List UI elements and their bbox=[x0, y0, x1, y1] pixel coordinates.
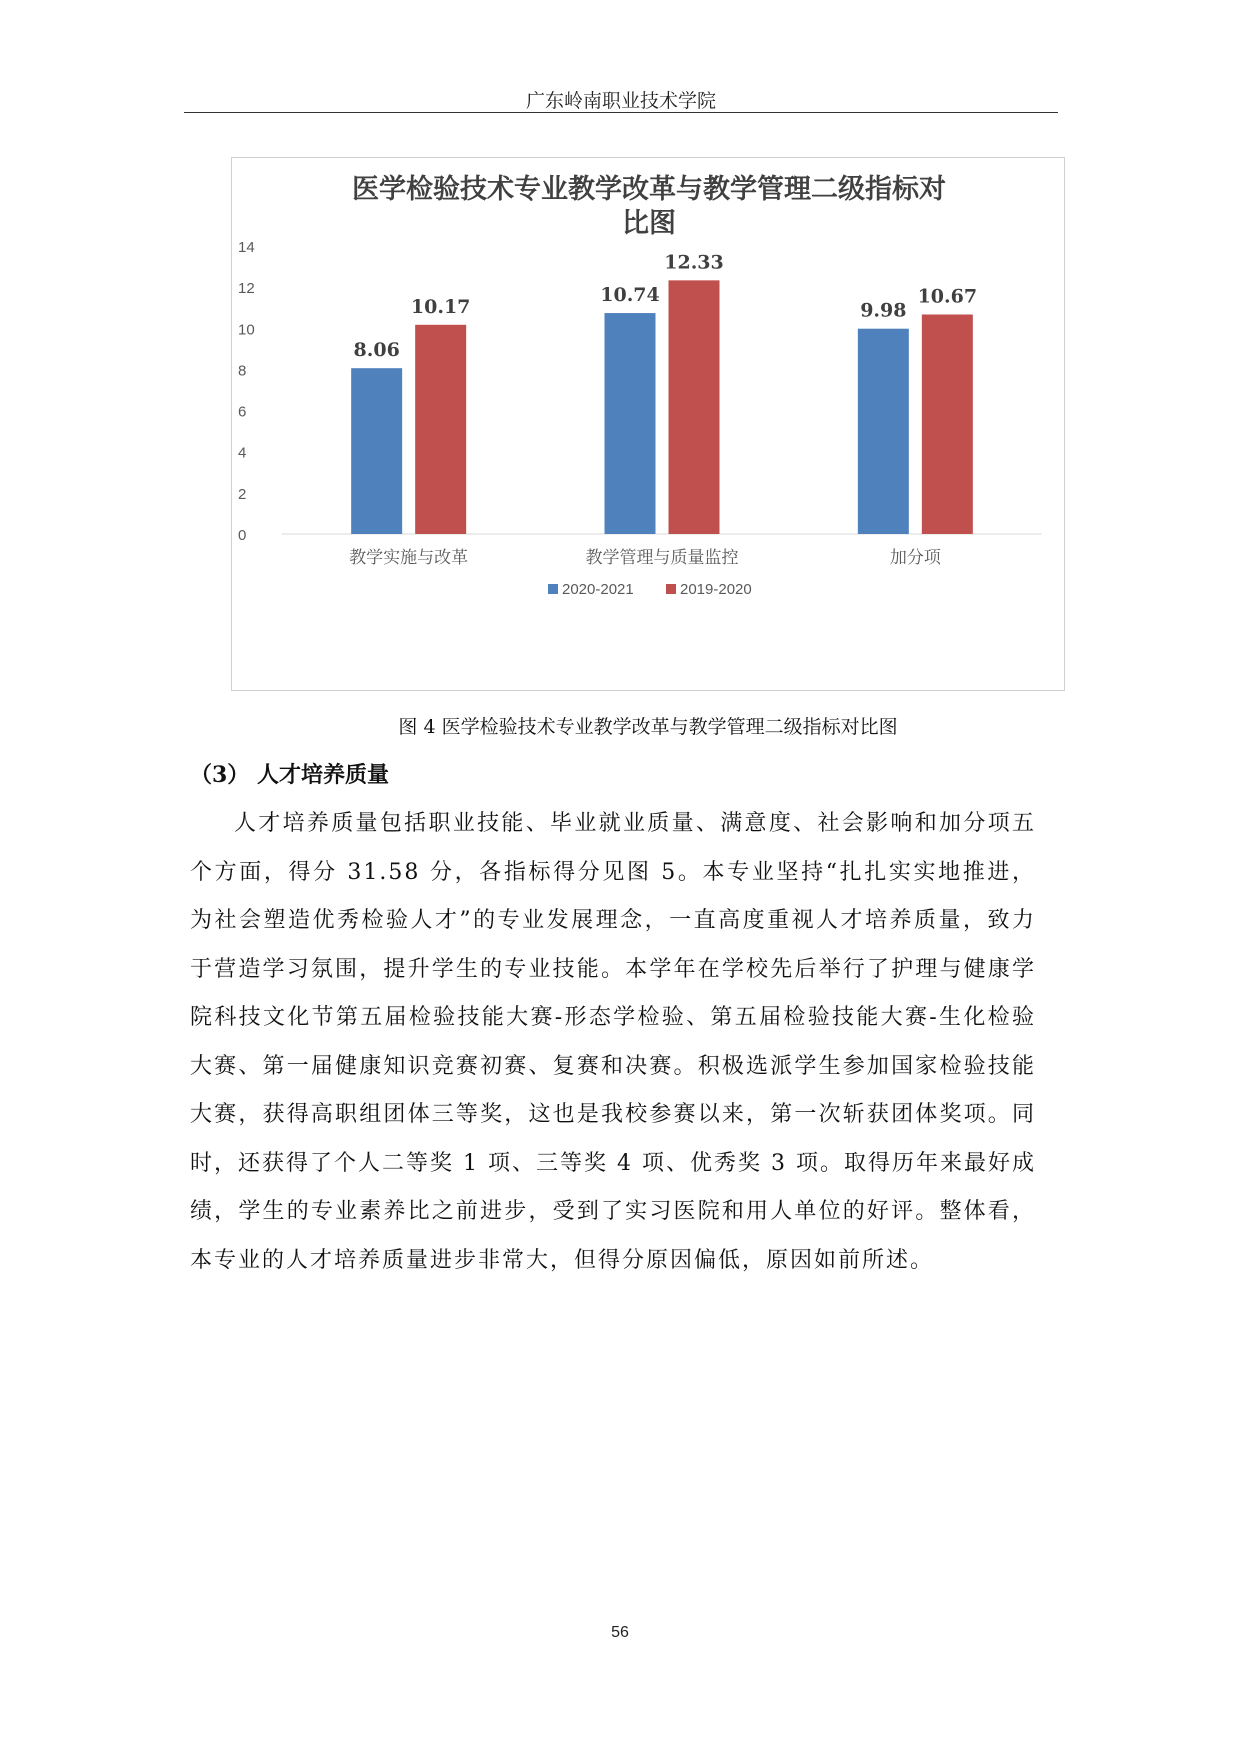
bar-chart bbox=[232, 158, 1066, 692]
data-label: 10.17 bbox=[410, 295, 471, 318]
chart-bar bbox=[605, 313, 656, 534]
y-tick-label: 6 bbox=[238, 403, 247, 421]
legend-entry: 2019-2020 bbox=[680, 581, 752, 598]
chart-bar bbox=[922, 315, 973, 534]
data-label: 12.33 bbox=[664, 251, 724, 274]
page-header: 广东岭南职业技术学院 bbox=[525, 90, 716, 112]
legend-swatch bbox=[666, 584, 676, 594]
chart-bar bbox=[858, 329, 909, 534]
chart-title-line: 医学检验技术专业教学改革与教学管理二级指标对 bbox=[352, 174, 946, 205]
data-label: 10.67 bbox=[917, 285, 978, 308]
chart-bar bbox=[351, 368, 402, 534]
x-category-label: 教学管理与质量监控 bbox=[585, 548, 739, 568]
data-label: 9.98 bbox=[860, 299, 907, 322]
chart-title-line: 比图 bbox=[622, 208, 676, 239]
page-number: 56 bbox=[611, 1624, 629, 1641]
x-category-label: 加分项 bbox=[889, 548, 941, 568]
body-paragraph: 人才培养质量包括职业技能、毕业就业质量、满意度、社会影响和加分项五个方面，得分 31.58 分，各指标得分见图 5。本专业坚持“扎扎实实地推进，为社会塑造优秀检验人才”的专业发展理念，一直高度重视人才培养质量，致力于营造学习氛围，提升学生的专业技能。本学年在学校先后举行了护理与健康学院科技文化节第五届检验技能大赛-形态学检验、第五届检验技能大赛-生化检验大赛、第一届健康知识竞赛初赛、复赛和决赛。积极选派学生参加国家检验技能大赛，获得高职组团体三等奖，这也是我校参赛以来，第一次斩获团体奖项。同时，还获得了个人二等奖 1 项、三等奖 4 项、优秀奖 3 项。取得历年来最好成绩，学生的专业素养比之前进步，受到了实习医院和用人单位的好评。整体看，本专业的人才培养质量进步非常大，但得分原因偏低，原因如前所述。 bbox=[190, 811, 1036, 1273]
legend-entry: 2020-2021 bbox=[562, 581, 634, 598]
figure-caption: 图 4 医学检验技术专业教学改革与教学管理二级指标对比图 bbox=[398, 716, 898, 738]
section-heading: （3） 人才培养质量 bbox=[190, 762, 389, 788]
data-label: 8.06 bbox=[353, 339, 400, 362]
y-tick-label: 0 bbox=[238, 527, 247, 544]
chart-bar bbox=[415, 325, 466, 534]
y-tick-label: 12 bbox=[238, 280, 255, 298]
legend-swatch bbox=[548, 584, 558, 594]
y-tick-label: 14 bbox=[238, 239, 255, 256]
y-tick-label: 4 bbox=[238, 444, 247, 462]
chart-frame bbox=[231, 157, 1065, 691]
header-divider bbox=[184, 112, 1058, 113]
chart-bar bbox=[669, 280, 720, 534]
data-label: 10.74 bbox=[600, 284, 660, 307]
y-tick-label: 2 bbox=[238, 485, 247, 503]
x-category-label: 教学实施与改革 bbox=[349, 548, 469, 568]
y-tick-label: 10 bbox=[238, 321, 255, 339]
y-tick-label: 8 bbox=[238, 362, 247, 380]
